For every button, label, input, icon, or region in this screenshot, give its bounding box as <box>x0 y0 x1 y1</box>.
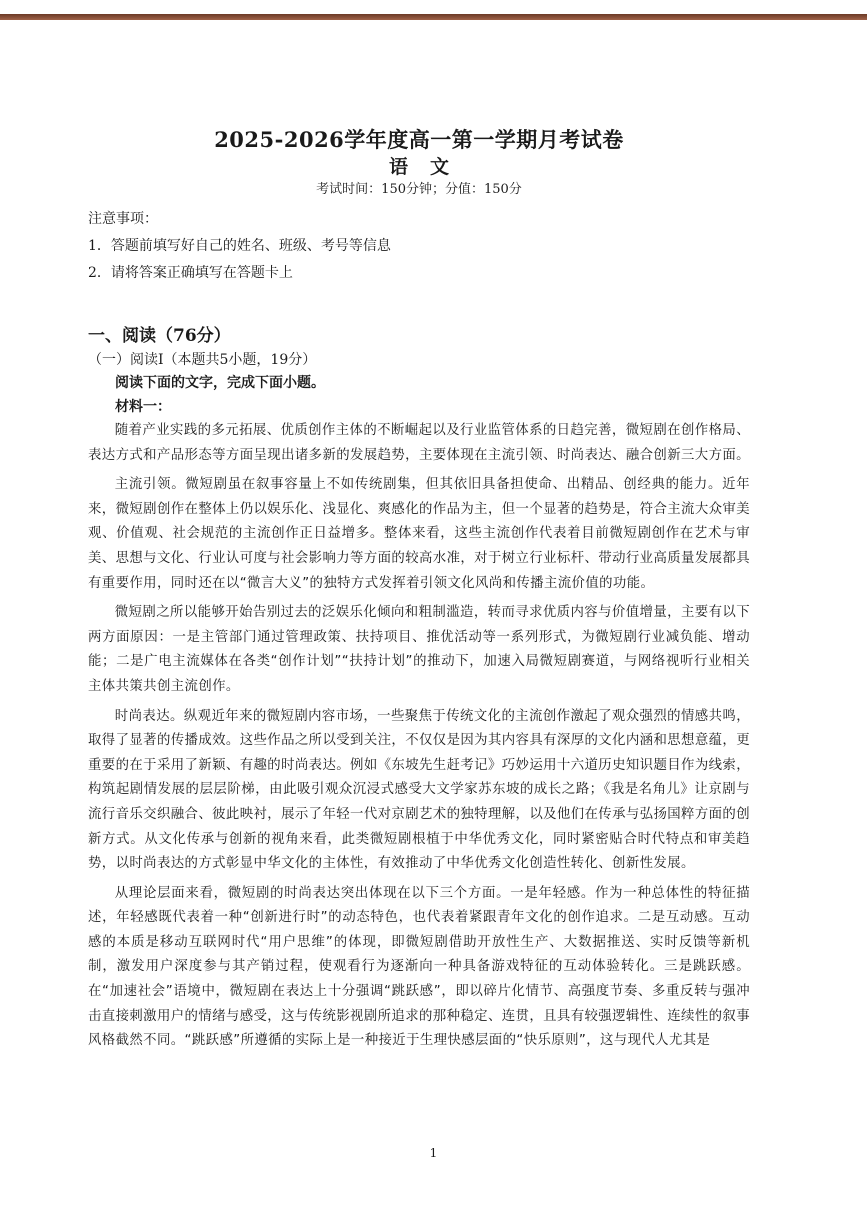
page-number: 1 <box>429 1146 438 1160</box>
material-label: 材料一： <box>115 399 171 415</box>
notice-item: 2．请将答案正确填写在答题卡上 <box>88 265 293 281</box>
paragraph: 从理论层面来看，微短剧的时尚表达突出体现在以下三个方面。一是年轻感。作为一种总体性的特征描述，年轻感既代表着一种“创新进行时”的动态特色，也代表着紧跟青年文化的创作追求。二是互动感。互动感的本质是移动互联网时代“用户思维”的体现，即微短剧借助开放性生产、大数据推送、实时反馈等新机制，激发用户深度参与其产销过程，使观看行为逐渐向一种具备游戏特征的互动体验转化。三是跳跃感。在“加速社会”语境中，微短剧在表达上十分强调“跳跃感”，即以碎片化情节、高强度节奏、多重反转与强冲击直接刺激用户的情绪与感受，这与传统影视剧所追求的那种稳定、连贯，且具有较强逻辑性、连续性的叙事风格截然不同。“跳跃感”所遵循的实际上是一种接近于生理快感层面的“快乐原则”，这与现代人尤其是 <box>88 885 750 1049</box>
exam-info: 考试时间：150分钟；分值：150分 <box>316 182 522 197</box>
paragraph: 随着产业实践的多元拓展、优质创作主体的不断崛起以及行业监管体系的日趋完善，微短剧在创作格局、表达方式和产品形态等方面呈现出诸多新的发展趋势，主要体现在主流引领、时尚表达、融合创新三大方面。 <box>88 423 750 463</box>
instruction: 阅读下面的文字，完成下面小题。 <box>115 375 325 391</box>
paragraph: 微短剧之所以能够开始告别过去的泛娱乐化倾向和粗制滥造，转而寻求优质内容与价值增量，主要有以下两方面原因：一是主管部门通过管理政策、扶持项目、推优活动等一系列形式，为微短剧行业减负能、增动能；二是广电主流媒体在各类“创作计划”“扶持计划”的推动下，加速入局微短剧赛道，与网络视听行业相关主体共策共创主流创作。 <box>88 605 750 694</box>
section-heading: 一、阅读（76分） <box>88 326 231 346</box>
notice-item: 1．答题前填写好自己的姓名、班级、考号等信息 <box>88 238 391 254</box>
paragraph: 时尚表达。纵观近年来的微短剧内容市场，一些聚焦于传统文化的主流创作激起了观众强烈的情感共鸣，取得了显著的传播成效。这些作品之所以受到关注，不仅仅是因为其内容具有深厚的文化内涵和思想意蕴，更重要的在于采用了新颖、有趣的时尚表达。例如《东坡先生赶考记》巧妙运用十六道历史知识题目作为线索，构筑起剧情发展的层层阶梯，由此吸引观众沉浸式感受大文学家苏东坡的成长之路；《我是名角儿》让京剧与流行音乐交织融合、彼此映衬，展示了年轻一代对京剧艺术的独特理解，以及他们在传承与弘扬国粹方面的创新方式。从文化传承与创新的视角来看，此类微短剧根植于中华优秀文化，同时紧密贴合时代特点和审美趋势，以时尚表达的方式彰显中华文化的主体性，有效推动了中华优秀文化创造性转化、创新性发展。 <box>88 708 750 872</box>
top-border <box>0 14 867 20</box>
exam-title: 2025-2026学年度高一第一学期月考试卷 <box>214 127 624 152</box>
subject-title: 语文 <box>388 156 471 178</box>
paragraph: 主流引领。微短剧虽在叙事容量上不如传统剧集，但其依旧具备担使命、出精品、创经典的能力。近年来，微短剧创作在整体上仍以娱乐化、浅显化、爽感化的作品为主，但一个显著的趋势是，符合主流大众审美观、价值观、社会规范的主流创作正日益增多。整体来看，这些主流创作代表着目前微短剧创作在艺术与审美、思想与文化、行业认可度与社会影响力等方面的较高水准，对于树立行业标杆、带动行业高质量发展都具有重要作用，同时还在以“微言大义”的独特方式发挥着引领文化风尚和传播主流价值的功能。 <box>88 477 750 591</box>
exam-page <box>88 126 750 1054</box>
sub-heading: （一）阅读Ⅰ（本题共5小题，19分） <box>88 352 317 368</box>
notice-title: 注意事项： <box>88 211 158 227</box>
